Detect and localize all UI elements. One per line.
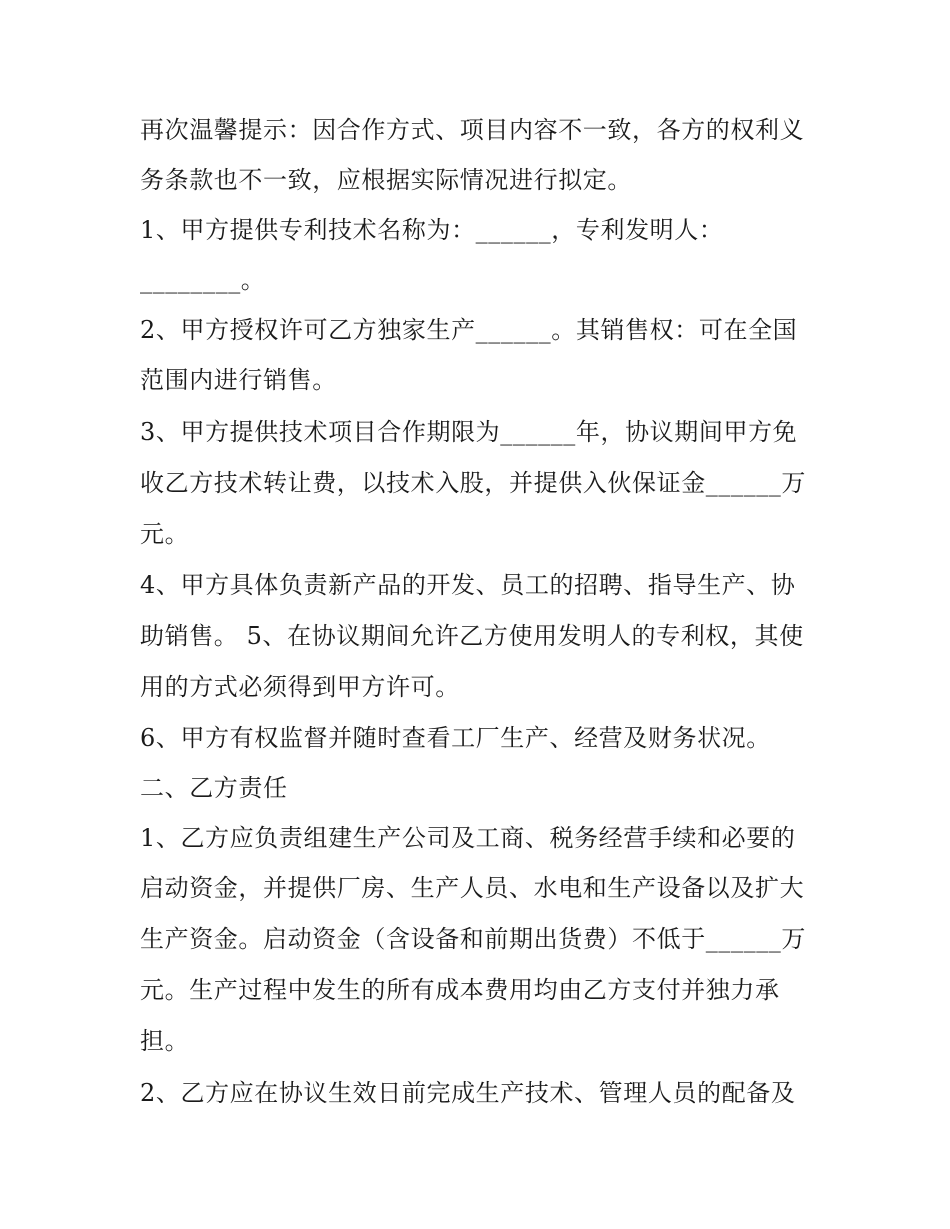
text-line: 务条款也不一致，应根据实际情况进行拟定。	[140, 166, 632, 194]
text-line: 范围内进行销售。	[140, 366, 337, 394]
text-line: 4、甲方具体负责新产品的开发、员工的招聘、指导生产、协	[140, 571, 796, 599]
text-line: 元。	[140, 520, 190, 548]
text-line: 2、乙方应在协议生效日前完成生产技术、管理人员的配备及	[140, 1079, 796, 1107]
text-line: ________。	[140, 266, 266, 294]
text-line: 元。生产过程中发生的所有成本费用均由乙方支付并独力承	[140, 976, 780, 1004]
text-line: 2、甲方授权许可乙方独家生产______。其销售权：可在全国	[140, 316, 798, 344]
text-line: 1、甲方提供专利技术名称为：______，专利发明人：	[140, 216, 724, 244]
section-heading: 二、乙方责任	[140, 774, 288, 802]
text-line: 3、甲方提供技术项目合作期限为______年，协议期间甲方免	[140, 418, 798, 446]
text-line: 6、甲方有权监督并随时查看工厂生产、经营及财务状况。	[140, 724, 771, 752]
text-line: 启动资金，并提供厂房、生产人员、水电和生产设备以及扩大	[140, 874, 805, 902]
text-line: 再次温馨提示：因合作方式、项目内容不一致，各方的权利义	[140, 116, 805, 144]
text-line: 用的方式必须得到甲方许可。	[140, 673, 460, 701]
text-line: 收乙方技术转让费，以技术入股，并提供入伙保证金______万	[140, 469, 806, 497]
text-line: 担。	[140, 1027, 190, 1055]
text-line: 生产资金。启动资金（含设备和前期出货费）不低于______万	[140, 925, 806, 953]
text-line: 助销售。 5、在协议期间允许乙方使用发明人的专利权，其使	[140, 622, 804, 650]
text-line: 1、乙方应负责组建生产公司及工商、税务经营手续和必要的	[140, 824, 796, 852]
